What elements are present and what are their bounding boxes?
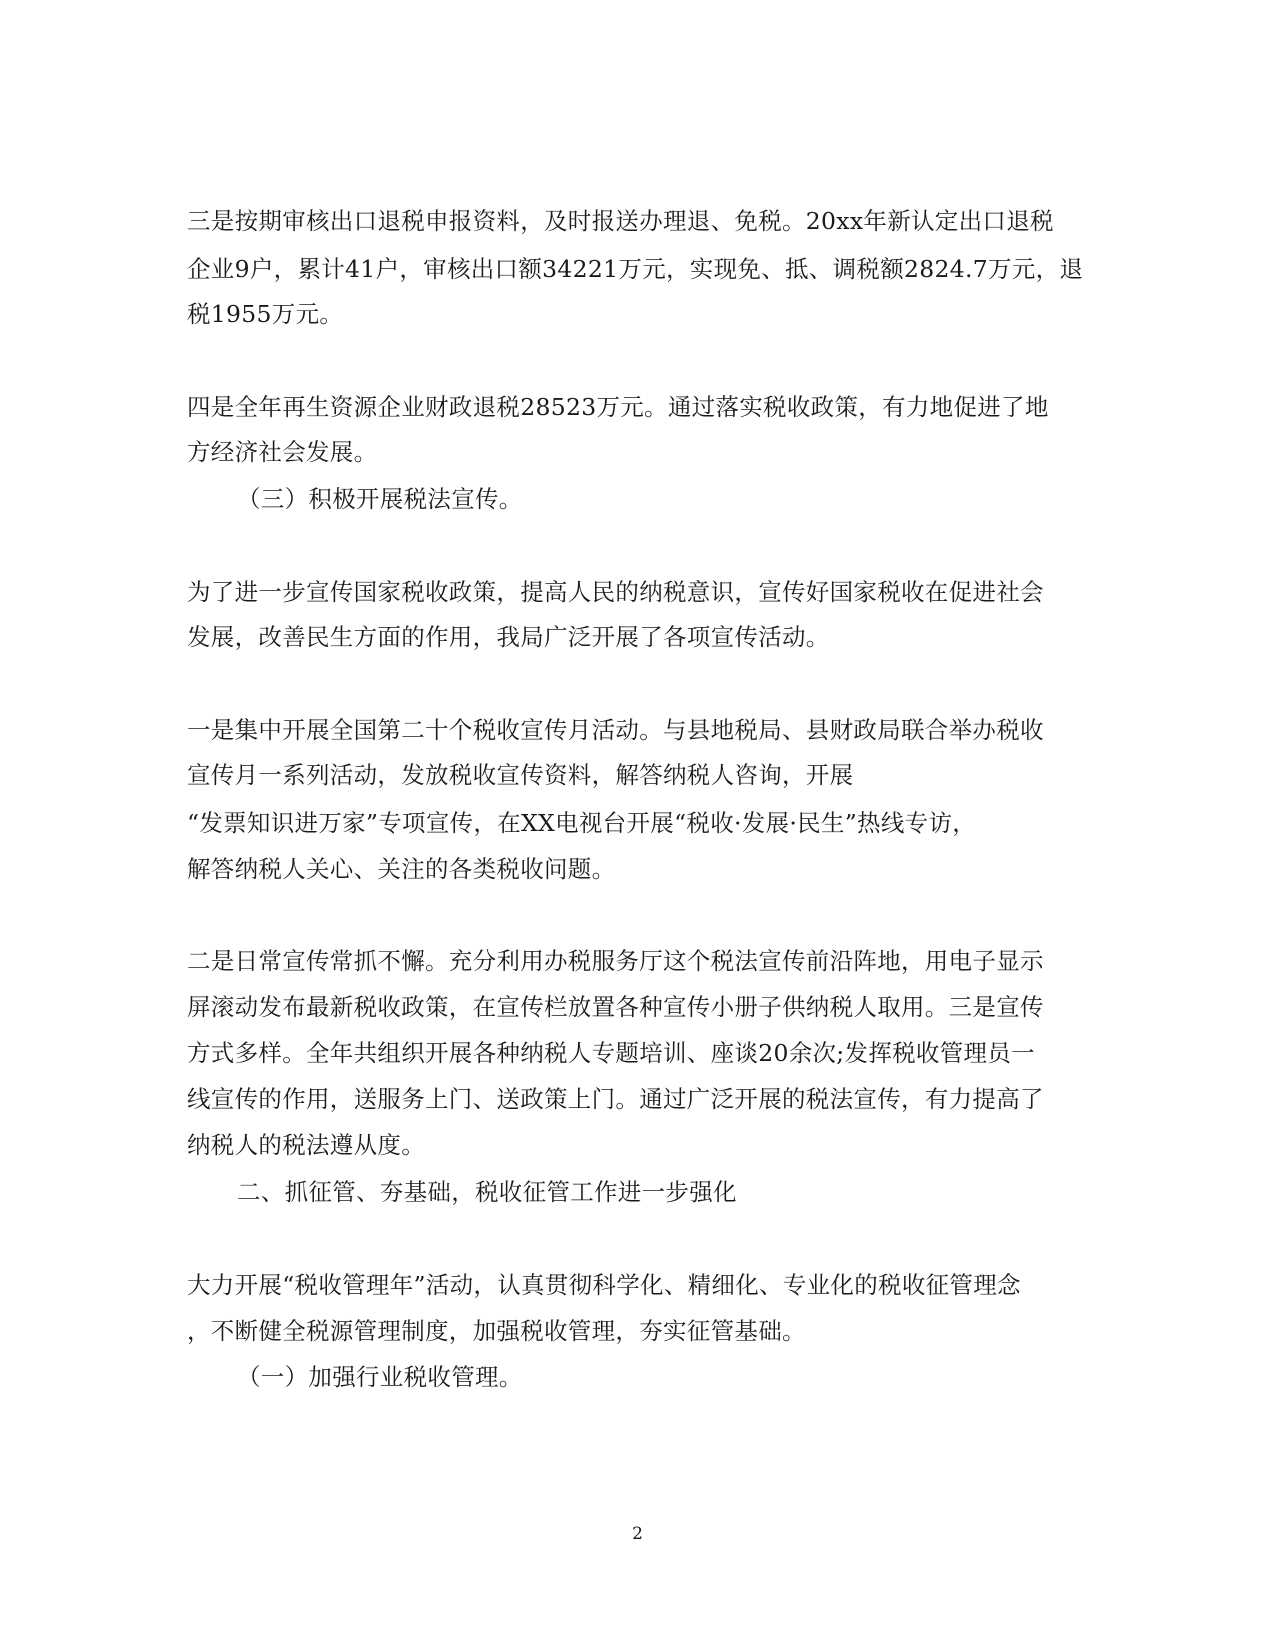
paragraph-line: “发票知识进万家”专项宣传，在XX电视台开展“税收·发展·民生”热线专访， [187, 809, 977, 837]
paragraph-line: 解答纳税人关心、关注的各类税收问题。 [187, 855, 616, 883]
paragraph-line: 二是日常宣传常抓不懈。充分利用办税服务厅这个税法宣传前沿阵地，用电子显示 [187, 947, 1044, 975]
paragraph-line: 三是按期审核出口退税申报资料，及时报送办理退、免税。20xx年新认定出口退税 [187, 207, 1054, 235]
paragraph-line: 屏滚动发布最新税收政策，在宣传栏放置各种宣传小册子供纳税人取用。三是宣传 [187, 993, 1044, 1021]
paragraph-line: 方经济社会发展。 [187, 438, 378, 466]
section-heading: （三）积极开展税法宣传。 [237, 485, 523, 513]
paragraph-line: 为了进一步宣传国家税收政策，提高人民的纳税意识，宣传好国家税收在促进社会 [187, 578, 1044, 606]
paragraph-line: 一是集中开展全国第二十个税收宣传月活动。与县地税局、县财政局联合举办税收 [187, 716, 1044, 744]
paragraph-line: 大力开展“税收管理年”活动，认真贯彻科学化、精细化、专业化的税收征管理念 [187, 1271, 1021, 1299]
paragraph-line: 企业9户，累计41户，审核出口额34221万元，实现免、抵、调税额2824.7万元，退 [187, 255, 1084, 283]
paragraph-line: 纳税人的税法遵从度。 [187, 1131, 425, 1159]
paragraph-line: 线宣传的作用，送服务上门、送政策上门。通过广泛开展的税法宣传，有力提高了 [187, 1085, 1044, 1113]
page-number: 2 [632, 1524, 643, 1544]
section-heading: （一）加强行业税收管理。 [237, 1363, 523, 1391]
section-heading: 二、抓征管、夯基础，税收征管工作进一步强化 [237, 1178, 737, 1206]
paragraph-line: 税1955万元。 [187, 300, 344, 328]
paragraph-line: ，不断健全税源管理制度，加强税收管理，夯实征管基础。 [187, 1317, 806, 1345]
paragraph-line: 四是全年再生资源企业财政退税28523万元。通过落实税收政策，有力地促进了地 [187, 393, 1049, 421]
paragraph-line: 发展，改善民生方面的作用，我局广泛开展了各项宣传活动。 [187, 623, 830, 651]
paragraph-line: 方式多样。全年共组织开展各种纳税人专题培训、座谈20余次;发挥税收管理员一 [187, 1039, 1035, 1067]
paragraph-line: 宣传月一系列活动，发放税收宣传资料，解答纳税人咨询，开展 [187, 761, 854, 789]
